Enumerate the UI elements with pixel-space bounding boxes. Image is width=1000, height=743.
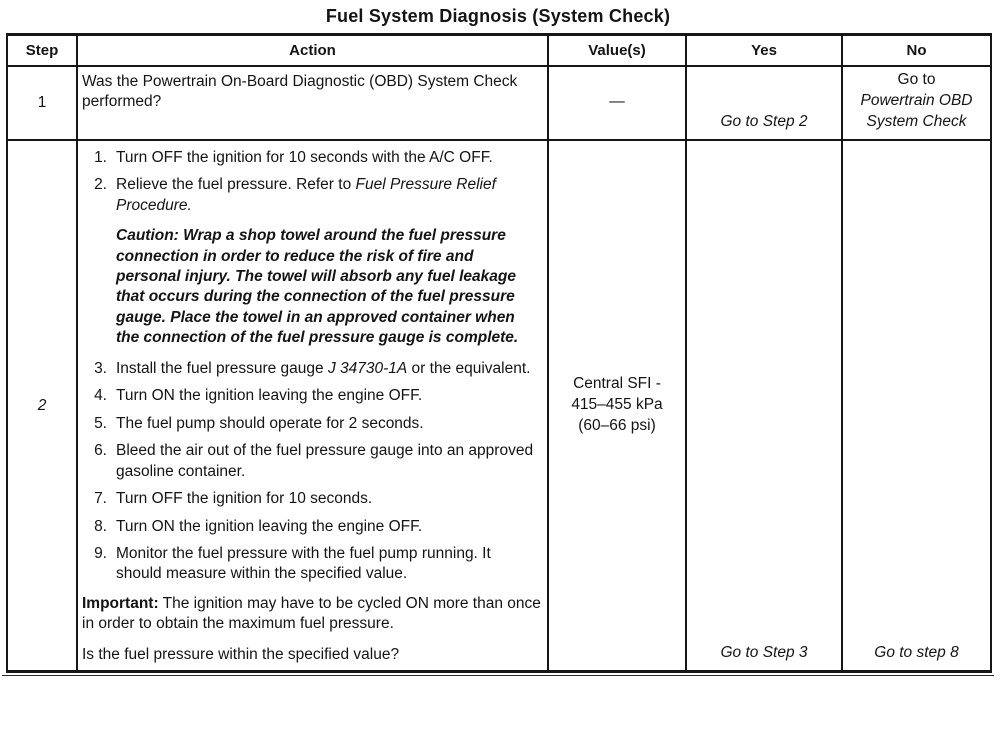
action-item-4: 4. Turn ON the ignition leaving the engine OFF. — [94, 387, 423, 405]
action-item-7: 7. Turn OFF the ignition for 10 seconds. — [94, 490, 373, 508]
value-line3: (60–66 psi) — [578, 416, 656, 434]
value-cell — [548, 140, 686, 672]
no-cell — [842, 140, 991, 672]
header-yes: Yes — [686, 35, 842, 67]
page-title: Fuel System Diagnosis (System Check) — [325, 6, 671, 26]
header-step: Step — [7, 35, 77, 67]
value-line1: Central SFI - — [573, 375, 661, 393]
yes-instruction: Go to Step 3 — [720, 644, 808, 662]
header-row — [7, 35, 991, 67]
value-cell: — — [548, 66, 686, 140]
important-note: Important: The ignition may have to be cycled ON more than once in order to obtain the maximum fuel pressure. — [82, 594, 541, 633]
table-row-step-1 — [7, 66, 991, 140]
action-item-9: 9. Monitor the fuel pressure with the fuel pump running. It should measure within the specified value. — [94, 545, 491, 583]
yes-instruction: Go to Step 2 — [720, 112, 808, 130]
action-item-8: 8. Turn ON the ignition leaving the engine OFF. — [94, 517, 423, 535]
caution-note: Caution: Wrap a shop towel around the fuel pressure connection in order to reduce the risk of fire and personal injury. The towel will absorb any fuel leakage that occurs during the connection of the fuel pressure gauge. Place the towel in an approved container when the connection of the fuel pressure gauge is complete. — [116, 227, 519, 347]
step-number: 2 — [7, 140, 77, 672]
action-question: Was the Powertrain On-Board Diagnostic (OBD) System Check performed? — [82, 73, 518, 111]
action-item-3: 3. Install the fuel pressure gauge J 34730-1A or the equivalent. — [94, 359, 531, 377]
action-cell — [77, 66, 548, 140]
action-question: Is the fuel pressure within the specified value? — [82, 645, 400, 663]
action-cell — [77, 140, 548, 672]
no-instruction: Go to step 8 — [874, 644, 959, 662]
header-action: Action — [77, 35, 548, 67]
step-number: 1 — [7, 66, 77, 140]
action-item-2: 2. Relieve the fuel pressure. Refer to Fuel Pressure Relief Procedure. — [94, 176, 496, 214]
action-item-6: 6. Bleed the air out of the fuel pressure gauge into an approved gasoline container. — [94, 442, 534, 480]
yes-cell — [686, 140, 842, 672]
no-instruction-line3: System Check — [866, 112, 967, 130]
diagnosis-table — [6, 33, 992, 673]
action-item-1: 1. Turn OFF the ignition for 10 seconds with the A/C OFF. — [94, 148, 493, 166]
table-row-step-2 — [7, 140, 991, 672]
bottom-rule — [2, 675, 994, 676]
value-line2: 415–455 kPa — [571, 396, 663, 414]
header-values: Value(s) — [548, 35, 686, 67]
no-instruction-prefix: Go to — [897, 71, 936, 88]
action-item-5: 5. The fuel pump should operate for 2 seconds. — [94, 414, 424, 432]
yes-cell — [686, 66, 842, 140]
header-no: No — [842, 35, 991, 67]
no-cell — [842, 66, 991, 140]
no-instruction-line2: Powertrain OBD — [860, 91, 973, 109]
